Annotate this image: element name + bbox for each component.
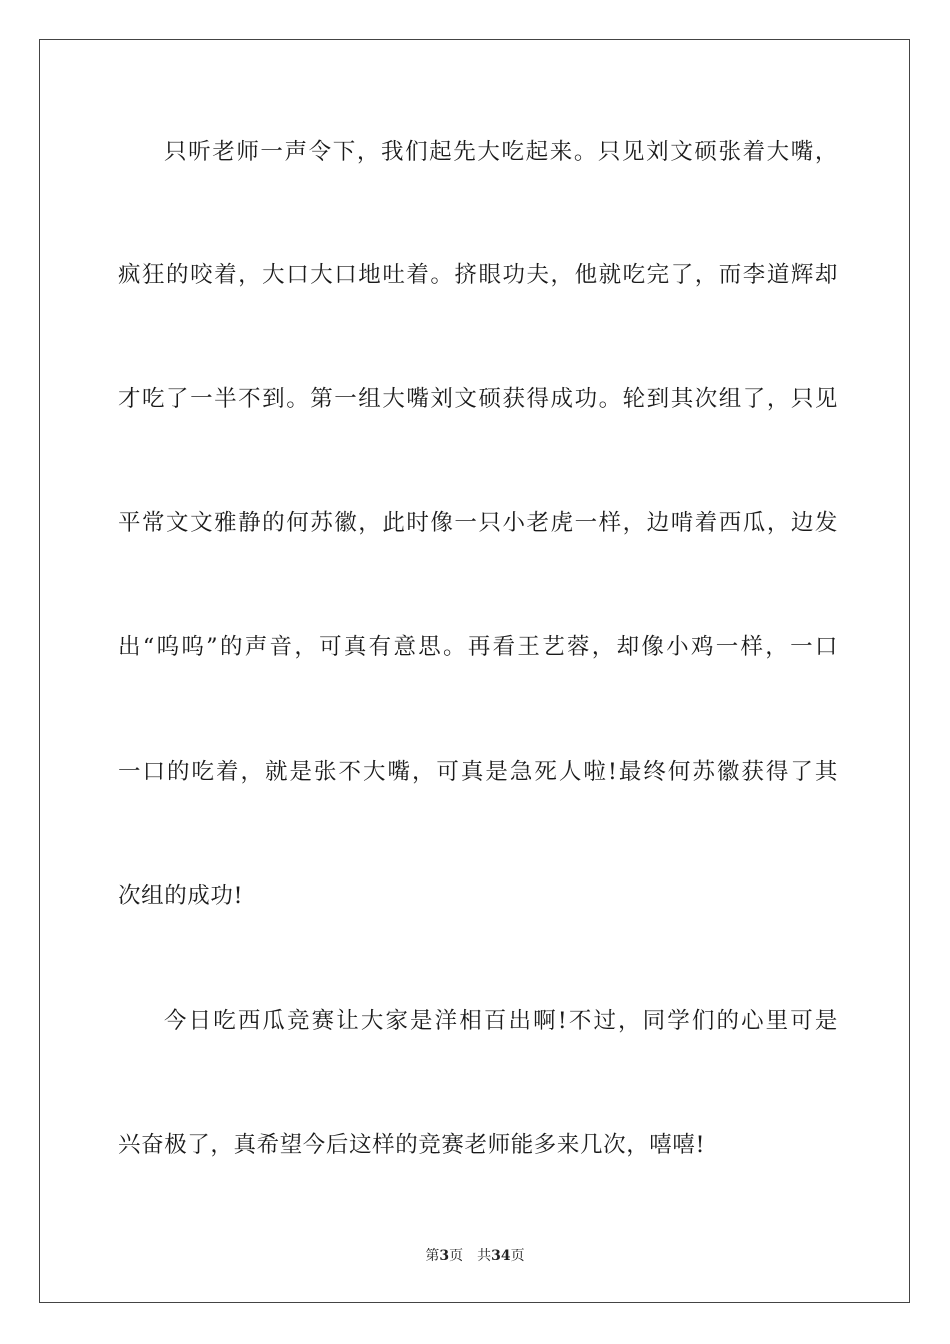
paragraph-2-line-2: 兴奋极了，真希望今后这样的竞赛老师能多来几次，嘻嘻! [118,1132,706,1158]
footer-page-suffix: 页 [449,1248,464,1264]
page-border [39,39,910,1303]
page-footer [0,1246,950,1266]
paragraph-1-line-6: 一口的吃着，就是张不大嘴，可真是急死人啦!最终何苏徽获得了其 [118,759,838,785]
footer-total-pages: 34 [491,1248,511,1264]
paragraph-1-line-1: 只听老师一声令下，我们起先大吃起来。只见刘文硕张着大嘴， [164,139,838,165]
paragraph-1-line-4: 平常文文雅静的何苏徽，此时像一只小老虎一样，边啃着西瓜，边发 [118,510,838,536]
paragraph-1-line-2: 疯狂的咬着，大口大口地吐着。挤眼功夫，他就吃完了，而李道辉却 [118,262,838,288]
paragraph-1-line-7: 次组的成功! [118,883,244,909]
footer-total-prefix: 共 [477,1248,492,1264]
footer-total-suffix: 页 [510,1248,525,1264]
paragraph-1-line-5: 出“呜呜”的声音，可真有意思。再看王艺蓉，却像小鸡一样，一口 [118,634,838,660]
footer-page-number: 3 [439,1248,450,1264]
paragraph-2-line-1: 今日吃西瓜竞赛让大家是洋相百出啊!不过，同学们的心里可是 [164,1008,838,1034]
footer-page-prefix: 第 [425,1248,440,1264]
paragraph-1-line-3: 才吃了一半不到。第一组大嘴刘文硕获得成功。轮到其次组了，只见 [118,386,838,412]
